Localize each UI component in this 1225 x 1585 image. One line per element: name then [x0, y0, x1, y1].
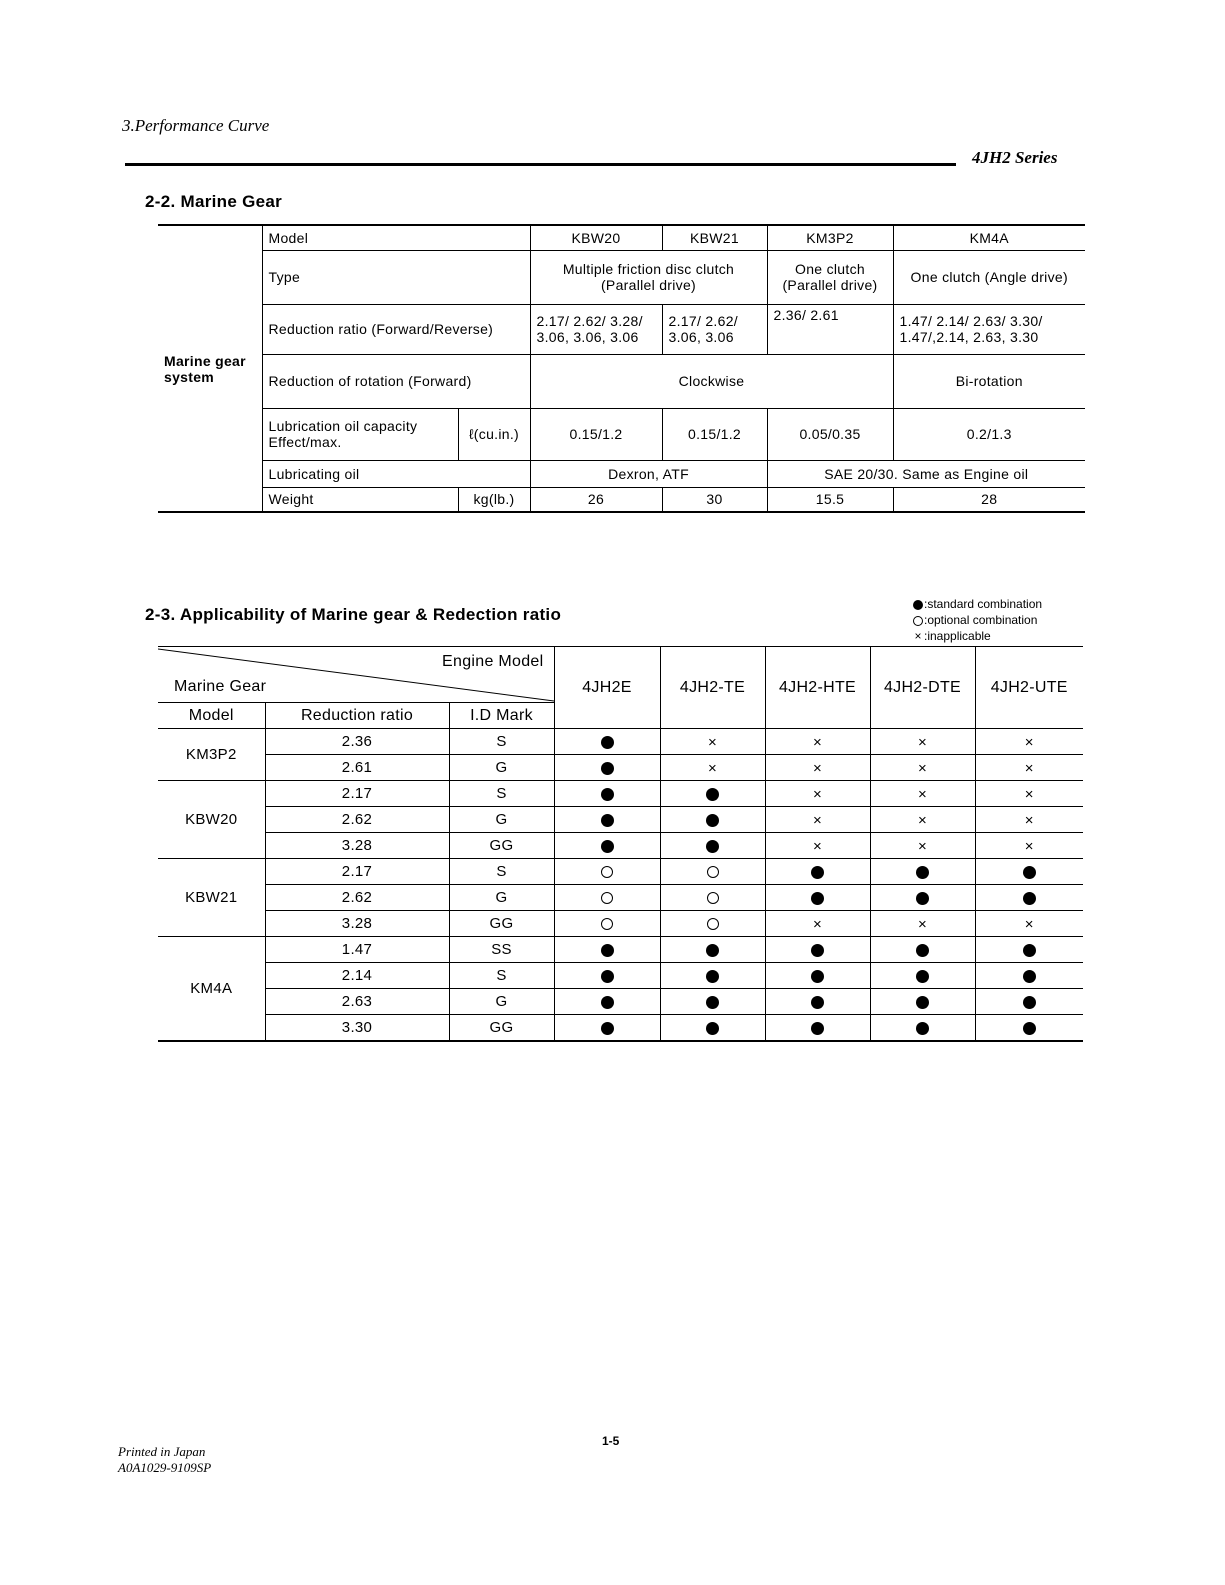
engine-4jh2e: 4JH2E [554, 647, 660, 729]
optional-ring-icon [707, 866, 719, 878]
applicability-cell [765, 911, 870, 937]
applicability-cell [660, 989, 765, 1015]
col-id-mark: I.D Mark [449, 703, 554, 729]
id-mark-cell: G [449, 807, 554, 833]
applicability-cell [975, 911, 1083, 937]
standard-dot-icon [1023, 970, 1036, 983]
standard-dot-icon [1023, 996, 1036, 1009]
cross-icon: × [914, 629, 922, 644]
footer-print-info [118, 1444, 211, 1476]
optional-ring-icon [601, 918, 613, 930]
standard-dot-icon [706, 840, 719, 853]
weight-km3p2: 15.5 [767, 487, 893, 512]
col-km3p2: KM3P2 [767, 225, 893, 250]
standard-dot-icon [916, 866, 929, 879]
standard-dot-icon [1023, 892, 1036, 905]
applicability-cell [554, 781, 660, 807]
applicability-body [158, 729, 1083, 1042]
reduction-ratio-cell: 2.63 [265, 989, 449, 1015]
marine-gear-heading: 2-2. Marine Gear [145, 192, 283, 211]
spec-row-weight [158, 487, 1085, 512]
applicability-cell [870, 755, 975, 781]
table-row [158, 781, 1083, 807]
applicability-cell [765, 937, 870, 963]
type-label: Type [262, 250, 530, 304]
standard-dot-icon [706, 970, 719, 983]
applicability-cell [975, 833, 1083, 859]
legend-standard: :standard combination [912, 596, 1042, 612]
standard-dot-icon [811, 866, 824, 879]
inapplicable-cross-icon: × [917, 759, 928, 777]
ring-icon [913, 616, 923, 626]
type-km3p2: One clutch (Parallel drive) [767, 250, 893, 304]
standard-dot-icon [706, 996, 719, 1009]
model-label: Model [262, 225, 530, 250]
standard-dot-icon [706, 944, 719, 957]
id-mark-cell: S [449, 859, 554, 885]
ratio-kbw20: 2.17/ 2.62/ 3.28/ 3.06, 3.06, 3.06 [530, 304, 662, 354]
applicability-cell [975, 755, 1083, 781]
lube-cap-kbw20: 0.15/1.2 [530, 408, 662, 460]
engine-4jh2-ute: 4JH2-UTE [975, 647, 1083, 729]
applicability-cell [870, 833, 975, 859]
applicability-cell [765, 807, 870, 833]
optional-ring-icon [601, 866, 613, 878]
table-row [158, 885, 1083, 911]
col-reduction-ratio: Reduction ratio [265, 703, 449, 729]
id-mark-cell: S [449, 729, 554, 755]
inapplicable-cross-icon: × [1024, 785, 1034, 803]
ratio-kbw21: 2.17/ 2.62/ 3.06, 3.06 [662, 304, 767, 354]
lube-cap-km4a: 0.2/1.3 [893, 408, 1085, 460]
id-mark-cell: SS [449, 937, 554, 963]
engine-4jh2-hte: 4JH2-HTE [765, 647, 870, 729]
standard-dot-icon [811, 892, 824, 905]
printed-in: Printed in Japan [118, 1444, 206, 1459]
id-mark-cell: G [449, 755, 554, 781]
section-label: 3.Performance Curve [122, 116, 270, 135]
gear-model-cell: KM3P2 [158, 729, 265, 781]
inapplicable-cross-icon: × [812, 837, 823, 855]
weight-label: Weight [262, 487, 458, 512]
reduction-ratio-cell: 2.62 [265, 885, 449, 911]
inapplicable-cross-icon: × [707, 733, 718, 751]
standard-dot-icon [601, 1022, 614, 1035]
applicability-cell [870, 989, 975, 1015]
applicability-table [158, 646, 1083, 1042]
applicability-cell [975, 1015, 1083, 1042]
applicability-cell [975, 885, 1083, 911]
id-mark-cell: S [449, 781, 554, 807]
standard-dot-icon [811, 944, 824, 957]
applicability-cell [870, 729, 975, 755]
applicability-cell [765, 1015, 870, 1042]
standard-dot-icon [601, 944, 614, 957]
type-km4a: One clutch (Angle drive) [893, 250, 1085, 304]
lube-cap-label: Lubrication oil capacity Effect/max. [262, 408, 458, 460]
corner-header [158, 647, 554, 703]
standard-dot-icon [811, 996, 824, 1009]
inapplicable-cross-icon: × [812, 733, 823, 751]
spec-row-type [158, 250, 1085, 304]
system-label: Marine gear system [158, 225, 262, 512]
applicability-cell [554, 729, 660, 755]
header-row-1 [158, 647, 1083, 703]
optional-ring-icon [707, 892, 719, 904]
applicability-cell [660, 755, 765, 781]
weight-km4a: 28 [893, 487, 1085, 512]
gear-model-cell: KBW20 [158, 781, 265, 859]
applicability-cell [554, 755, 660, 781]
id-mark-cell: G [449, 989, 554, 1015]
dot-icon [913, 600, 923, 610]
engine-model-label: Engine Model [442, 653, 544, 670]
applicability-cell [870, 1015, 975, 1042]
standard-dot-icon [601, 736, 614, 749]
reduction-ratio-cell: 2.17 [265, 859, 449, 885]
table-row [158, 859, 1083, 885]
gear-model-cell: KM4A [158, 937, 265, 1042]
reduction-ratio-cell: 3.30 [265, 1015, 449, 1042]
standard-dot-icon [916, 970, 929, 983]
standard-dot-icon [811, 1022, 824, 1035]
series-title: 4JH2 Series [972, 148, 1058, 167]
table-row [158, 755, 1083, 781]
standard-dot-icon [1023, 944, 1036, 957]
applicability-cell [765, 989, 870, 1015]
applicability-cell [975, 937, 1083, 963]
standard-dot-icon [811, 970, 824, 983]
inapplicable-cross-icon: × [917, 785, 928, 803]
inapplicable-cross-icon: × [1024, 759, 1034, 777]
applicability-cell [870, 859, 975, 885]
weight-kbw20: 26 [530, 487, 662, 512]
applicability-cell [870, 781, 975, 807]
standard-dot-icon [706, 1022, 719, 1035]
standard-dot-icon [601, 840, 614, 853]
applicability-cell [975, 807, 1083, 833]
inapplicable-cross-icon: × [917, 811, 928, 829]
weight-unit: kg(lb.) [458, 487, 530, 512]
applicability-cell [554, 937, 660, 963]
applicability-cell [554, 911, 660, 937]
applicability-cell [765, 963, 870, 989]
spec-row-lube-oil [158, 460, 1085, 487]
inapplicable-cross-icon: × [1024, 837, 1034, 855]
table-row [158, 937, 1083, 963]
spec-row-model [158, 225, 1085, 250]
lube-oil-kbw: Dexron, ATF [530, 460, 767, 487]
inapplicable-cross-icon: × [917, 733, 928, 751]
col-kbw21: KBW21 [662, 225, 767, 250]
gear-model-cell: KBW21 [158, 859, 265, 937]
engine-4jh2-te: 4JH2-TE [660, 647, 765, 729]
lube-cap-kbw21: 0.15/1.2 [662, 408, 767, 460]
applicability-cell [660, 963, 765, 989]
inapplicable-cross-icon: × [1024, 915, 1034, 933]
document-code: A0A1029-9109SP [118, 1460, 212, 1475]
applicability-cell [975, 859, 1083, 885]
rotation-label: Reduction of rotation (Forward) [262, 354, 530, 408]
table-row [158, 729, 1083, 755]
applicability-cell [554, 833, 660, 859]
table-row [158, 963, 1083, 989]
inapplicable-cross-icon: × [1024, 733, 1034, 751]
ratio-label: Reduction ratio (Forward/Reverse) [262, 304, 530, 354]
header-rule [125, 163, 956, 166]
inapplicable-cross-icon: × [1024, 811, 1034, 829]
inapplicable-cross-icon: × [917, 915, 928, 933]
weight-kbw21: 30 [662, 487, 767, 512]
marine-gear-spec-table [158, 224, 1085, 513]
page-number: 1-5 [602, 1434, 620, 1448]
applicability-cell [870, 885, 975, 911]
id-mark-cell: GG [449, 1015, 554, 1042]
lube-cap-km3p2: 0.05/0.35 [767, 408, 893, 460]
applicability-cell [554, 989, 660, 1015]
inapplicable-cross-icon: × [812, 811, 823, 829]
standard-dot-icon [916, 996, 929, 1009]
legend-optional: :optional combination [912, 612, 1042, 628]
spec-row-lube-capacity [158, 408, 1085, 460]
applicability-cell [765, 885, 870, 911]
id-mark-cell: S [449, 963, 554, 989]
table-row [158, 1015, 1083, 1042]
reduction-ratio-cell: 2.62 [265, 807, 449, 833]
applicability-cell [660, 781, 765, 807]
applicability-cell [765, 755, 870, 781]
standard-dot-icon [601, 970, 614, 983]
table-row [158, 989, 1083, 1015]
standard-dot-icon [601, 762, 614, 775]
standard-dot-icon [916, 892, 929, 905]
engine-4jh2-dte: 4JH2-DTE [870, 647, 975, 729]
applicability-cell [870, 963, 975, 989]
inapplicable-cross-icon: × [707, 759, 718, 777]
col-kbw20: KBW20 [530, 225, 662, 250]
applicability-cell [554, 859, 660, 885]
standard-dot-icon [706, 814, 719, 827]
optional-ring-icon [601, 892, 613, 904]
applicability-cell [870, 937, 975, 963]
legend [912, 596, 1042, 644]
applicability-cell [975, 729, 1083, 755]
table-row [158, 807, 1083, 833]
applicability-cell [975, 963, 1083, 989]
col-model: Model [158, 703, 265, 729]
reduction-ratio-cell: 2.17 [265, 781, 449, 807]
applicability-cell [660, 911, 765, 937]
reduction-ratio-cell: 1.47 [265, 937, 449, 963]
applicability-cell [660, 885, 765, 911]
applicability-cell [765, 859, 870, 885]
type-kbw: Multiple friction disc clutch (Parallel drive) [530, 250, 767, 304]
applicability-cell [975, 781, 1083, 807]
inapplicable-cross-icon: × [812, 785, 823, 803]
table-row [158, 911, 1083, 937]
applicability-cell [765, 781, 870, 807]
reduction-ratio-cell: 2.14 [265, 963, 449, 989]
applicability-cell [975, 989, 1083, 1015]
legend-inapplicable: × :inapplicable [914, 629, 991, 644]
applicability-cell [554, 885, 660, 911]
reduction-ratio-cell: 2.36 [265, 729, 449, 755]
standard-dot-icon [601, 814, 614, 827]
applicability-cell [660, 1015, 765, 1042]
inapplicable-cross-icon: × [917, 837, 928, 855]
id-mark-cell: GG [449, 911, 554, 937]
applicability-cell [660, 937, 765, 963]
reduction-ratio-cell: 3.28 [265, 911, 449, 937]
applicability-cell [554, 807, 660, 833]
spec-row-ratio [158, 304, 1085, 354]
ratio-km3p2: 2.36/ 2.61 [767, 304, 893, 354]
standard-dot-icon [1023, 1022, 1036, 1035]
lube-oil-label: Lubricating oil [262, 460, 530, 487]
rotation-bi: Bi-rotation [893, 354, 1085, 408]
col-km4a: KM4A [893, 225, 1085, 250]
applicability-cell [765, 833, 870, 859]
applicability-cell [660, 807, 765, 833]
lube-cap-unit: ℓ(cu.in.) [458, 408, 530, 460]
standard-dot-icon [1023, 866, 1036, 879]
applicability-cell [660, 833, 765, 859]
standard-dot-icon [601, 788, 614, 801]
applicability-cell [870, 807, 975, 833]
id-mark-cell: G [449, 885, 554, 911]
table-row [158, 833, 1083, 859]
inapplicable-cross-icon: × [812, 759, 823, 777]
applicability-cell [554, 1015, 660, 1042]
applicability-cell [660, 859, 765, 885]
rotation-clockwise: Clockwise [530, 354, 893, 408]
standard-dot-icon [916, 1022, 929, 1035]
applicability-cell [660, 729, 765, 755]
applicability-heading: 2-3. Applicability of Marine gear & Redection ratio [145, 605, 562, 624]
applicability-cell [870, 911, 975, 937]
reduction-ratio-cell: 2.61 [265, 755, 449, 781]
lube-oil-km: SAE 20/30. Same as Engine oil [767, 460, 1085, 487]
inapplicable-cross-icon: × [812, 915, 823, 933]
standard-dot-icon [706, 788, 719, 801]
optional-ring-icon [707, 918, 719, 930]
standard-dot-icon [916, 944, 929, 957]
reduction-ratio-cell: 3.28 [265, 833, 449, 859]
spec-row-rotation [158, 354, 1085, 408]
marine-gear-label: Marine Gear [174, 678, 267, 695]
ratio-km4a: 1.47/ 2.14/ 2.63/ 3.30/ 1.47/,2.14, 2.63, 3.30 [893, 304, 1085, 354]
standard-dot-icon [601, 996, 614, 1009]
applicability-cell [765, 729, 870, 755]
applicability-cell [554, 963, 660, 989]
id-mark-cell: GG [449, 833, 554, 859]
